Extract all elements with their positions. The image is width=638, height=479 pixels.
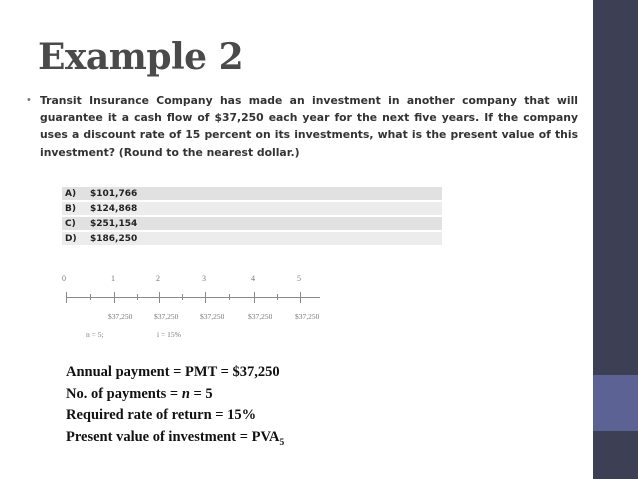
midpoint-tick xyxy=(229,294,230,300)
period-tick xyxy=(66,292,67,303)
periods-count-label: n = 5; xyxy=(86,330,104,339)
solution-summary xyxy=(66,362,284,454)
period-label: 4 xyxy=(251,274,255,283)
period-label: 1 xyxy=(111,274,115,283)
right-sidebar-accent xyxy=(593,375,638,431)
option-a[interactable] xyxy=(62,186,442,201)
option-letter: C) xyxy=(65,218,76,229)
option-letter: A) xyxy=(65,188,77,199)
period-tick xyxy=(114,292,115,303)
midpoint-tick xyxy=(277,294,278,300)
payments-count-suffix: = 5 xyxy=(189,385,213,402)
midpoint-tick xyxy=(137,294,138,300)
rate-line: Required rate of return = 15% xyxy=(66,407,257,423)
payments-count-variable: n xyxy=(181,385,190,402)
present-value-subscript: 5 xyxy=(279,437,285,448)
period-label: 5 xyxy=(297,274,301,283)
period-tick xyxy=(254,292,255,303)
option-letter: D) xyxy=(65,233,77,244)
question-text: Transit Insurance Company has made an investment in another company that will guarantee it a cash flow of $37,250 each year for the next five years. If the company uses a discount rate of 15 percent on its investments, what is the present value of this investment? (Round to the nearest dollar.) xyxy=(40,94,578,159)
payments-count-prefix: No. of payments = xyxy=(66,385,182,402)
midpoint-tick xyxy=(182,294,183,300)
period-tick xyxy=(159,292,160,303)
option-value: $251,154 xyxy=(90,218,138,229)
bullet-icon: • xyxy=(27,94,31,106)
payments-count-line xyxy=(66,384,284,406)
period-label: 3 xyxy=(202,274,206,283)
present-value-line xyxy=(66,427,284,454)
cash-flow-timeline xyxy=(62,272,337,342)
cash-flow-label: $37,250 xyxy=(154,312,179,321)
option-value: $124,868 xyxy=(90,203,138,214)
option-value: $101,766 xyxy=(90,188,138,199)
period-tick xyxy=(205,292,206,303)
rate-label: i = 15% xyxy=(157,330,181,339)
payment-line: Annual payment = PMT = $37,250 xyxy=(66,364,280,380)
cash-flow-label: $37,250 xyxy=(200,312,225,321)
period-tick xyxy=(300,292,301,303)
slide-title: Example 2 xyxy=(38,36,244,78)
timeline-axis xyxy=(66,297,320,298)
period-label: 0 xyxy=(62,274,66,283)
midpoint-tick xyxy=(90,294,91,300)
option-letter: B) xyxy=(65,203,76,214)
period-label: 2 xyxy=(156,274,160,283)
cash-flow-label: $37,250 xyxy=(108,312,133,321)
cash-flow-label: $37,250 xyxy=(295,312,320,321)
option-value: $186,250 xyxy=(90,233,138,244)
cash-flow-label: $37,250 xyxy=(248,312,273,321)
option-b[interactable] xyxy=(62,201,442,216)
option-d[interactable] xyxy=(62,231,442,246)
option-c[interactable] xyxy=(62,216,442,231)
answer-options xyxy=(62,186,442,246)
present-value-text: Present value of investment = PVA xyxy=(66,428,280,445)
